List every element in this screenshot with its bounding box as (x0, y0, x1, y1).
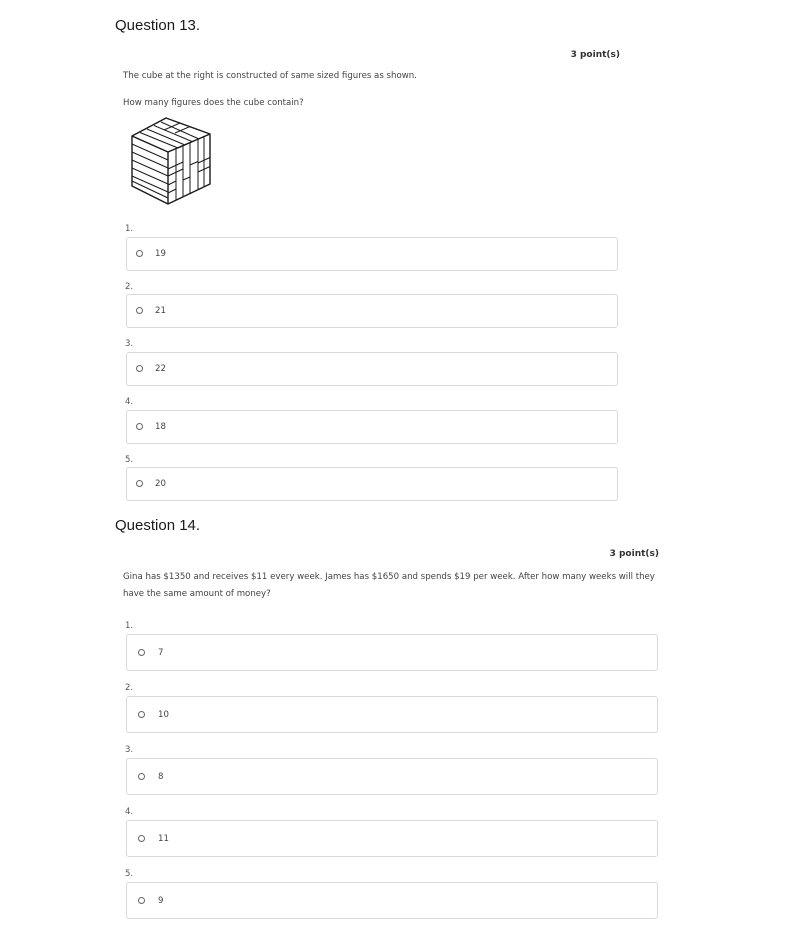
q14-option-4[interactable] (126, 820, 658, 857)
q13-option-5-radio[interactable] (136, 480, 143, 487)
question-14-text: Gina has $1350 and receives $11 every week. James has $1650 and spends $19 per week. After how many weeks will they have the same amount of money? (123, 572, 655, 599)
q13-option-2-number: 2. (125, 282, 134, 292)
q13-option-2-label: 21 (155, 306, 166, 316)
q13-option-4[interactable] (126, 410, 618, 444)
q14-option-3-number: 3. (125, 745, 134, 755)
q13-option-1-label: 19 (155, 249, 166, 259)
question-14-title: Question 14. (115, 517, 201, 534)
q14-option-5[interactable] (126, 882, 658, 919)
question-14-points: 3 point(s) (609, 549, 659, 559)
q14-option-2-label: 10 (158, 710, 169, 720)
q14-option-1-radio[interactable] (138, 649, 145, 656)
q14-option-4-number: 4. (125, 807, 134, 817)
q14-option-4-radio[interactable] (138, 835, 145, 842)
q14-option-3-label: 8 (158, 772, 164, 782)
q13-option-1-radio[interactable] (136, 250, 143, 257)
q14-option-1[interactable] (126, 634, 658, 671)
q13-option-1-number: 1. (125, 224, 134, 234)
q14-option-5-label: 9 (158, 896, 164, 906)
q14-option-1-label: 7 (158, 648, 164, 658)
cube-figure (128, 114, 214, 208)
q13-option-5-number: 5. (125, 455, 134, 465)
q13-option-3-number: 3. (125, 339, 134, 349)
q14-option-3-radio[interactable] (138, 773, 145, 780)
q13-option-4-radio[interactable] (136, 423, 143, 430)
q13-option-5-label: 20 (155, 479, 166, 489)
question-13-text-line2: How many figures does the cube contain? (123, 98, 304, 108)
q14-option-3[interactable] (126, 758, 658, 795)
q13-option-2-radio[interactable] (136, 307, 143, 314)
q13-option-4-label: 18 (155, 422, 166, 432)
q14-option-2-radio[interactable] (138, 711, 145, 718)
q13-option-3[interactable] (126, 352, 618, 386)
q13-option-3-radio[interactable] (136, 365, 143, 372)
q14-option-2[interactable] (126, 696, 658, 733)
question-13-title: Question 13. (115, 17, 201, 34)
q13-option-1[interactable] (126, 237, 618, 271)
q13-option-4-number: 4. (125, 397, 134, 407)
q13-option-5[interactable] (126, 467, 618, 501)
q14-option-4-label: 11 (158, 834, 169, 844)
q14-option-5-number: 5. (125, 869, 134, 879)
question-13-points: 3 point(s) (570, 50, 620, 60)
q14-option-5-radio[interactable] (138, 897, 145, 904)
q14-option-2-number: 2. (125, 683, 134, 693)
q13-option-3-label: 22 (155, 364, 166, 374)
q13-option-2[interactable] (126, 294, 618, 328)
question-13-text-line1: The cube at the right is constructed of same sized figures as shown. (123, 71, 417, 81)
q14-option-1-number: 1. (125, 621, 134, 631)
